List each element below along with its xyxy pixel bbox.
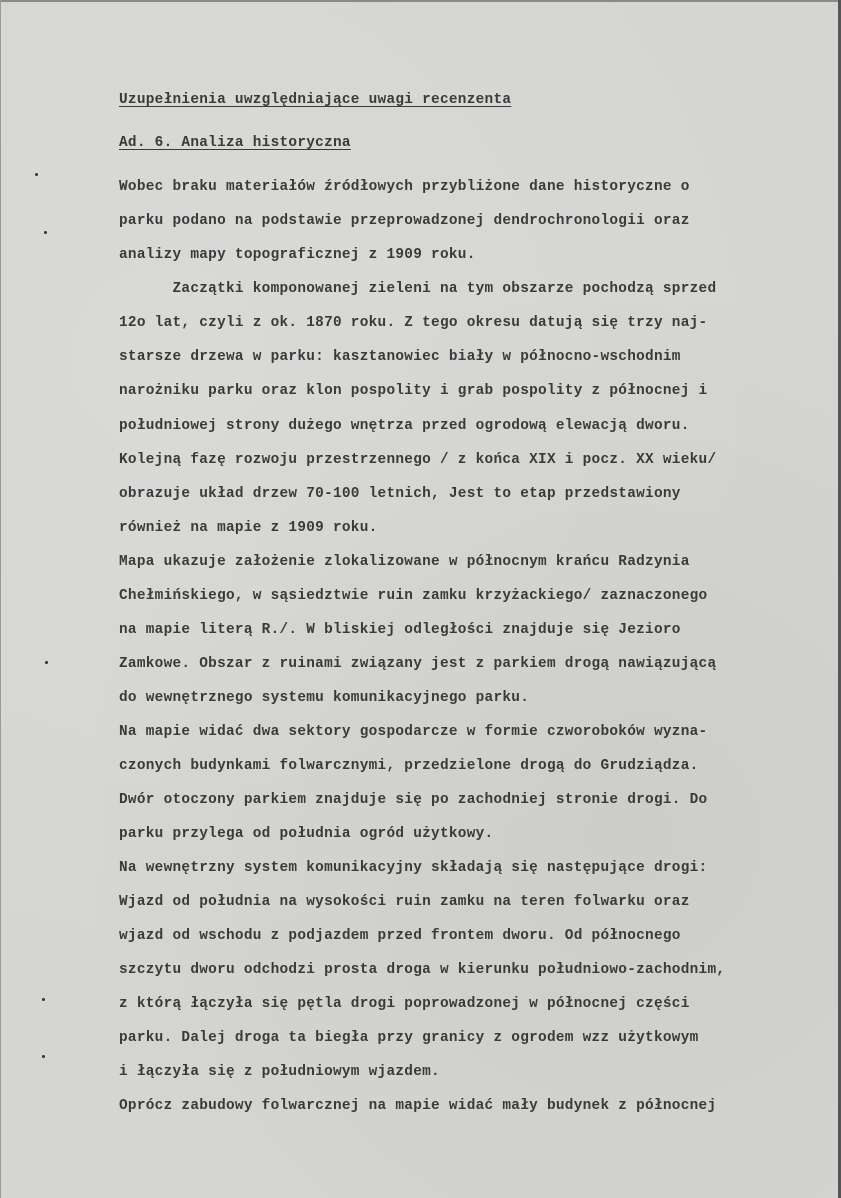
body-line: Chełmińskiego, w sąsiedztwie ruin zamku krzyżackiego/ zaznaczonego (119, 588, 708, 604)
body-line: szczytu dworu odchodzi prosta droga w kierunku południowo-zachodnim, (119, 962, 726, 978)
body-line: i łączyła się z południowym wjazdem. (119, 1064, 440, 1080)
body-line: 12o lat, czyli z ok. 1870 roku. Z tego okresu datują się trzy naj- (119, 315, 708, 331)
document-title: Uzupełnienia uwzględniające uwagi recenzenta (119, 92, 512, 108)
body-line: Wjazd od południa na wysokości ruin zamku na teren folwarku oraz (119, 894, 690, 910)
margin-dot (35, 173, 38, 176)
body-line: parku. Dalej droga ta biegła przy granicy z ogrodem wzz użytkowym (119, 1030, 699, 1046)
body-line: z którą łączyła się pętla drogi poprowadzonej w północnej części (119, 996, 690, 1012)
body-line: czonych budynkami folwarcznymi, przedzielone drogą do Grudziądza. (119, 758, 699, 774)
body-line: analizy mapy topograficznej z 1909 roku. (119, 247, 476, 263)
body-line: parku podano na podstawie przeprowadzonej dendrochronologii oraz (119, 213, 690, 229)
body-line: starsze drzewa w parku: kasztanowiec biały w północno-wschodnim (119, 349, 681, 365)
section-heading: Ad. 6. Analiza historyczna (119, 135, 351, 151)
body-line: parku przylega od południa ogród użytkowy. (119, 826, 494, 842)
page-edge-top (0, 0, 841, 2)
body-line: na mapie literą R./. W bliskiej odległości znajduje się Jezioro (119, 622, 681, 638)
body-line: Na mapie widać dwa sektory gospodarcze w formie czworoboków wyzna- (119, 724, 708, 740)
body-line: Na wewnętrzny system komunikacyjny składają się następujące drogi: (119, 860, 708, 876)
body-line: Oprócz zabudowy folwarcznej na mapie widać mały budynek z północnej (119, 1098, 717, 1114)
body-line: również na mapie z 1909 roku. (119, 520, 378, 536)
body-line: Mapa ukazuje założenie zlokalizowane w północnym krańcu Radzynia (119, 554, 690, 570)
body-line: Zaczątki komponowanej zieleni na tym obszarze pochodzą sprzed (119, 281, 717, 297)
page-edge-left (0, 0, 1, 1198)
body-line: narożniku parku oraz klon pospolity i grab pospolity z północnej i (119, 383, 708, 399)
margin-dot (44, 231, 47, 234)
margin-dot (45, 661, 48, 664)
body-line: Dwór otoczony parkiem znajduje się po zachodniej stronie drogi. Do (119, 792, 708, 808)
body-line: wjazd od wschodu z podjazdem przed frontem dworu. Od północnego (119, 928, 681, 944)
body-line: Kolejną fazę rozwoju przestrzennego / z końca XIX i pocz. XX wieku/ (119, 452, 717, 468)
margin-dot (42, 998, 45, 1001)
body-line: Zamkowe. Obszar z ruinami związany jest z parkiem drogą nawiązującą (119, 656, 717, 672)
body-line: Wobec braku materiałów źródłowych przybliżone dane historyczne o (119, 179, 690, 195)
body-line: obrazuje układ drzew 70-100 letnich, Jest to etap przedstawiony (119, 486, 681, 502)
body-line: do wewnętrznego systemu komunikacyjnego parku. (119, 690, 530, 706)
margin-dot (42, 1055, 45, 1058)
body-line: południowej strony dużego wnętrza przed ogrodową elewacją dworu. (119, 418, 690, 434)
